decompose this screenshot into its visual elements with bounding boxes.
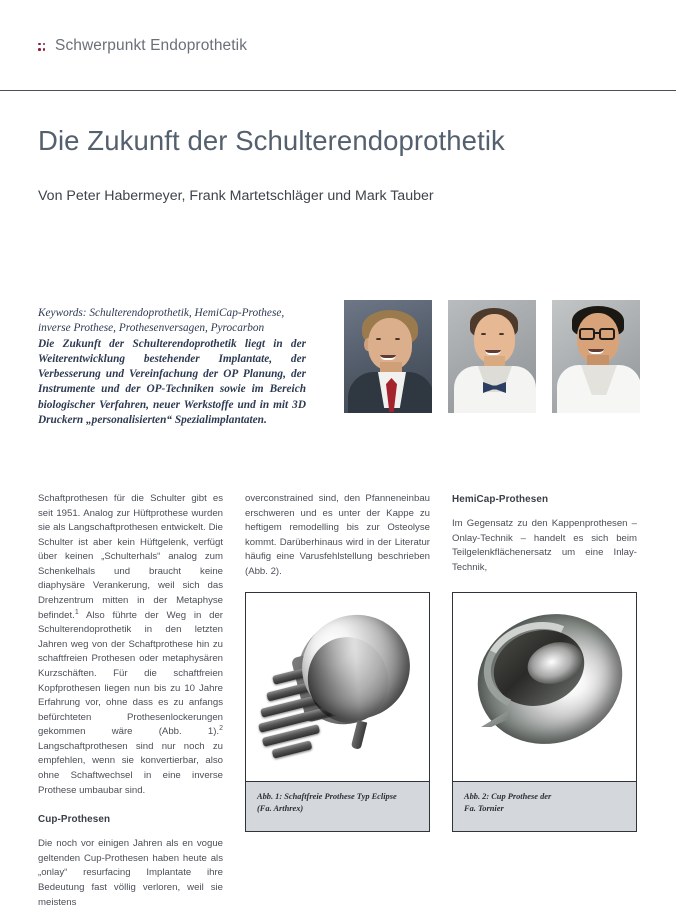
running-head xyxy=(38,38,247,54)
portrait-mark-tauber xyxy=(552,300,640,413)
figure-1-caption-line-2: (Fa. Arthrex) xyxy=(257,804,304,814)
running-head-label: Schwerpunkt Endoprothetik xyxy=(55,37,248,54)
author-portraits xyxy=(344,300,640,413)
figure-2-caption-line-2: Fa. Tornier xyxy=(464,804,504,814)
author-byline: Von Peter Habermeyer, Frank Martetschläger und Mark Tauber xyxy=(38,188,434,204)
footnote-ref-1[interactable]: 1 xyxy=(74,608,79,616)
body-column-3 xyxy=(452,492,637,585)
header-divider-rule xyxy=(0,90,676,91)
paragraph: Im Gegensatz zu den Kappenprothesen – Onlay-Technik – handelt es sich beim Teilgelenkflächenersatz um eine Inlay-Technik, xyxy=(452,518,637,573)
keywords-line: Keywords: Schulterendoprothetik, HemiCap-Prothese, inverse Prothese, Prothesenversagen, Pyrocarbon xyxy=(38,307,285,335)
body-column-2 xyxy=(245,492,430,589)
paragraph: overconstrained sind, den Pfanneneinbau erschweren und es unter der Kappe zu heftigem remodelling bis zur Osteolyse kommt. Darüberhinaus wird in der Literatur häufig eine Varusfehlstellung beschrieben (Abb. 2). xyxy=(245,493,430,577)
figure-1-caption-line-1: Abb. 1: Schaftfreie Prothese Typ Eclipse xyxy=(257,792,397,801)
abstract-lead: Die Zukunft der Schulterendoprothetik liegt in der Weiterentwicklung bestehender Implantate, der Verbesserung und Vereinfachung der OP Planung, der Instrumente und der OP-Techniken sowie im Bereich biologischer Verfahren, neuer Werkstoffe und in mit 3D Druckern „personalisierten“ Spezialimplantaten. xyxy=(38,337,306,426)
figure-2 xyxy=(452,592,637,832)
figure-1 xyxy=(245,592,430,832)
figure-2-caption-line-1: Abb. 2: Cup Prothese der xyxy=(464,792,552,801)
figure-2-caption xyxy=(453,781,636,831)
page-title: Die Zukunft der Schulterendoprothetik xyxy=(38,125,505,156)
body-column-1 xyxy=(38,492,223,920)
section-heading-hemicap-prothesen: HemiCap-Prothesen xyxy=(452,494,549,505)
paragraph: Die noch vor einigen Jahren als en vogue geltenden Cup-Prothesen haben heute als „onlay“ resurfacing Implantate ihre Bedeutung fast völlig verloren, weil sie meistens xyxy=(38,838,223,908)
cup-prothese-tornier-image xyxy=(453,593,636,783)
schaftfreie-prothese-typ-eclipse-image xyxy=(246,593,429,783)
portrait-peter-habermeyer xyxy=(344,300,432,413)
four-dots-icon xyxy=(38,41,47,53)
paragraph: Schaftprothesen für die Schulter gibt es seit 1951. Analog zur Hüftprothese wurden sie als Langschaftprothesen entwickelt. Die Schulter ist aber kein Hüftgelenk, verfügt über keinen „Schulterhals“ analog zum Schenkelhals und braucht keine diaphysäre Verankerung, weil sich das Drehzentrum mitten in der Metaphyse befindet.$^1$ Also führte der Weg in der Schulterendoprothetik in den letzten Jahren weg von der Schaftprothese hin zu schaftfreien Prothesen oder metaphysären Kurzschäften. Für die schaftfreien Kopfprothesen liegen nun bis zu 10 Jahre Erfahrung vor, ohne dass es zu anfangs befürchteten Prothesenlockerungen gekommen wäre (Abb. 1).$^2$ Langschaftprothesen sind nur noch zu empfehlen, wenn sie konvertierbar, also ohne Schaftwechsel in eine inverse Prothese umbaubar sind. xyxy=(38,493,223,796)
portrait-frank-martetschlaeger xyxy=(448,300,536,413)
section-heading-cup-prothesen: Cup-Prothesen xyxy=(38,814,111,826)
footnote-ref-2[interactable]: 2 xyxy=(219,725,223,733)
figure-1-caption xyxy=(246,781,429,831)
abstract-block xyxy=(38,306,306,428)
